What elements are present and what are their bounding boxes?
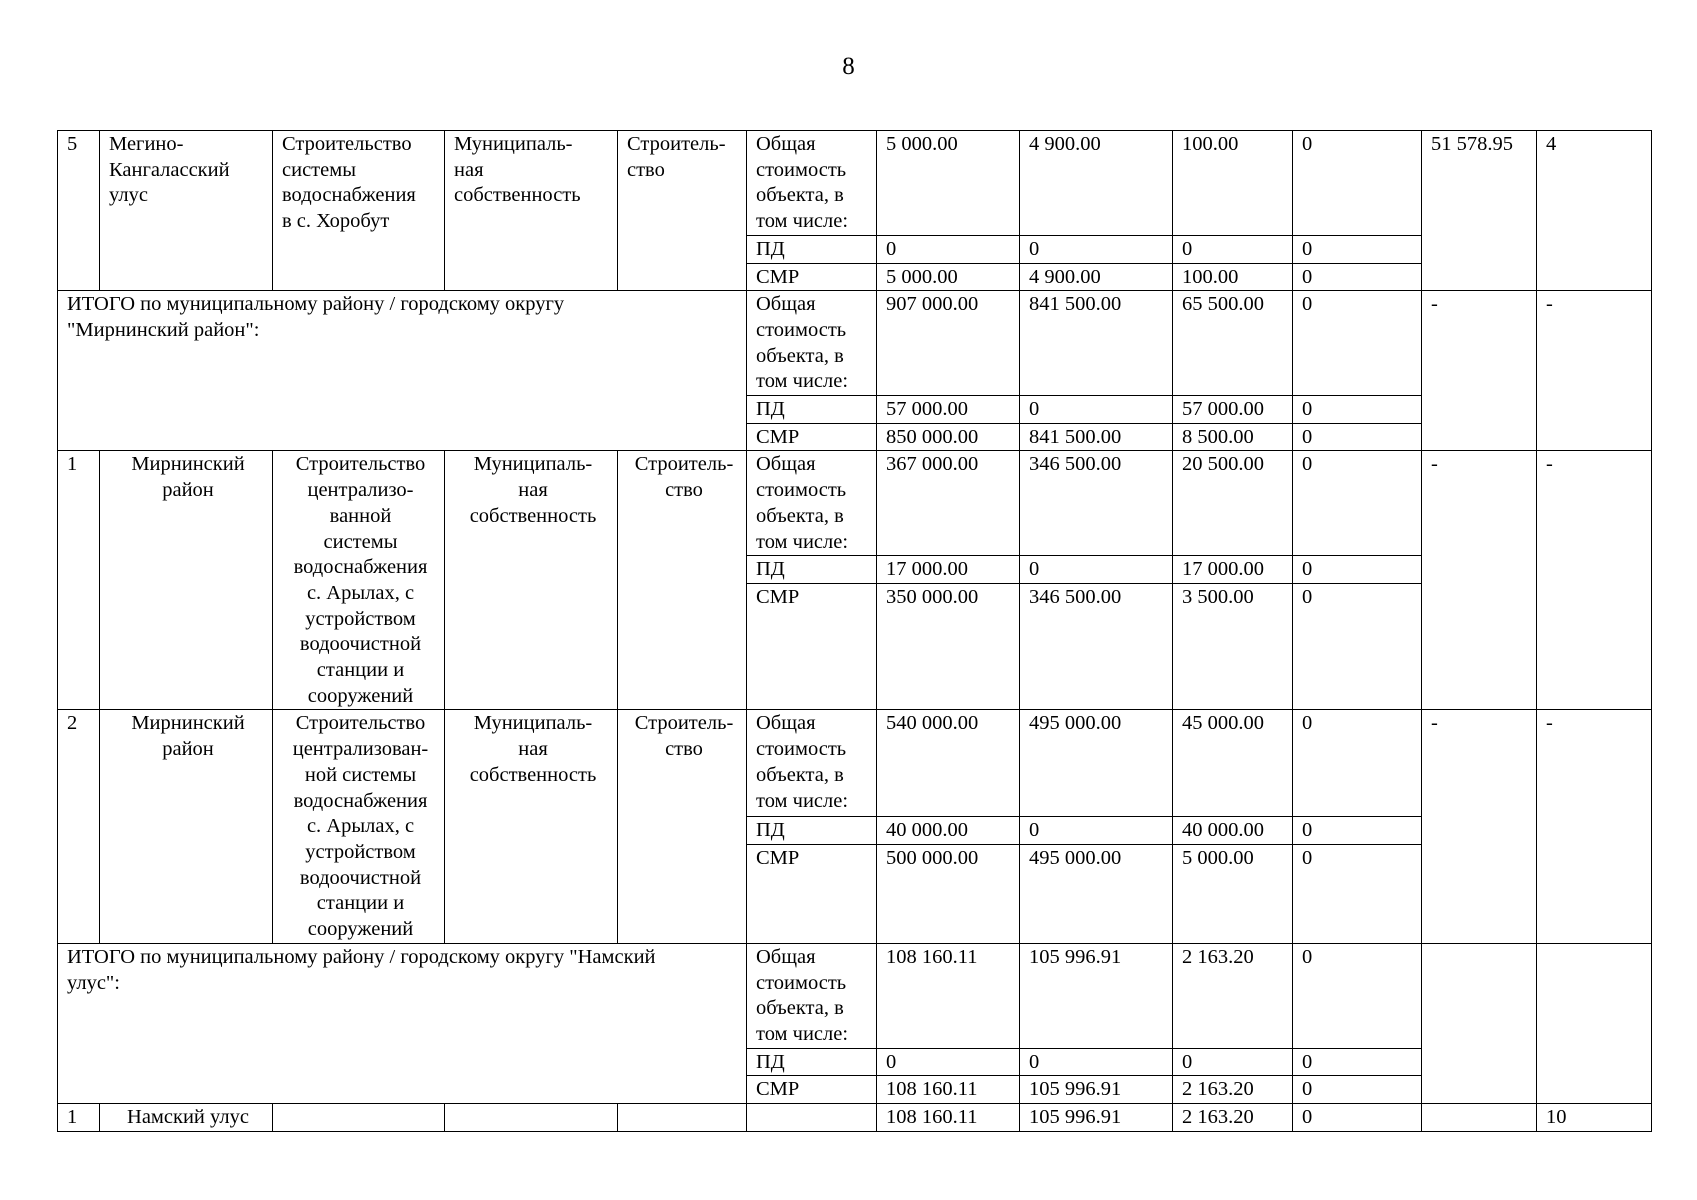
district-cell: Мегино- Кангаласский улус [100,131,273,291]
stage-label: ПД [747,816,877,844]
total-label: ИТОГО по муниципальному району / городскому округу "Намский улус": [58,943,747,1103]
work-type-cell: Строитель- ство [618,131,747,291]
col11-cell: - [1422,451,1537,710]
district-cell: Мирнинский район [100,451,273,710]
table-row [58,131,1652,236]
value-cell: 367 000.00 [877,451,1020,556]
value-cell: 105 996.91 [1020,943,1173,1048]
value-cell: 0 [1293,291,1422,396]
page-number: 8 [842,53,855,80]
value-cell: 0 [1293,816,1422,844]
object-cell: Строительство системы водоснабжения в с. Хоробут [273,131,445,291]
col11-cell [1422,943,1537,1103]
ownership-cell [445,1104,618,1132]
ownership-cell: Муниципаль- ная собственность [445,710,618,943]
value-cell: 346 500.00 [1020,451,1173,556]
stage-label: СМР [747,584,877,710]
value-cell: 40 000.00 [877,816,1020,844]
object-cell: Строительство централизо- ванной системы водоснабжения с. Арылах, с устройством водоочистной станции и сооружений [273,451,445,710]
stage-label: СМР [747,1076,877,1104]
stage-label: Общая стоимость объекта, в том числе: [747,943,877,1048]
value-cell: 5 000.00 [877,131,1020,236]
value-cell: 0 [1020,556,1173,584]
value-cell: 0 [1173,1048,1293,1076]
col11-cell: - [1422,291,1537,451]
value-cell: 2 163.20 [1173,1104,1293,1132]
value-cell: 495 000.00 [1020,844,1173,943]
col12-cell: - [1537,710,1652,943]
value-cell: 350 000.00 [877,584,1020,710]
value-cell: 0 [1293,235,1422,263]
value-cell: 0 [1293,451,1422,556]
col12-cell: - [1537,451,1652,710]
value-cell: 0 [1293,943,1422,1048]
value-cell: 0 [1293,131,1422,236]
ownership-cell: Муниципаль- ная собственность [445,131,618,291]
value-cell: 65 500.00 [1173,291,1293,396]
value-cell: 495 000.00 [1020,710,1173,816]
value-cell: 105 996.91 [1020,1104,1173,1132]
budget-table [57,130,1652,1132]
row-number: 1 [58,451,100,710]
col12-cell: 4 [1537,131,1652,291]
col11-cell [1422,1104,1537,1132]
value-cell: 841 500.00 [1020,291,1173,396]
value-cell: 4 900.00 [1020,131,1173,236]
stage-label: Общая стоимость объекта, в том числе: [747,451,877,556]
value-cell: 45 000.00 [1173,710,1293,816]
value-cell: 0 [1293,844,1422,943]
row-number: 5 [58,131,100,291]
value-cell: 4 900.00 [1020,263,1173,291]
value-cell: 0 [1020,816,1173,844]
value-cell: 100.00 [1173,263,1293,291]
table-row [58,710,1652,816]
value-cell: 0 [877,235,1020,263]
stage-label: ПД [747,556,877,584]
table-row [58,451,1652,556]
value-cell: 346 500.00 [1020,584,1173,710]
stage-label: ПД [747,396,877,424]
value-cell: 17 000.00 [1173,556,1293,584]
value-cell: 40 000.00 [1173,816,1293,844]
value-cell: 0 [1293,710,1422,816]
value-cell: 2 163.20 [1173,943,1293,1048]
total-row [58,943,1652,1048]
value-cell: 0 [1020,235,1173,263]
value-cell: 841 500.00 [1020,423,1173,451]
value-cell: 0 [1293,263,1422,291]
total-label: ИТОГО по муниципальному району / городскому округу "Мирнинский район": [58,291,747,451]
stage-label: Общая стоимость объекта, в том числе: [747,710,877,816]
value-cell: 2 163.20 [1173,1076,1293,1104]
stage-label: Общая стоимость объекта, в том числе: [747,131,877,236]
stage-label: СМР [747,263,877,291]
work-type-cell [618,1104,747,1132]
value-cell: 0 [1293,1104,1422,1132]
value-cell: 0 [1173,235,1293,263]
stage-label [747,1104,877,1132]
value-cell: 105 996.91 [1020,1076,1173,1104]
value-cell: 0 [1293,584,1422,710]
value-cell: 907 000.00 [877,291,1020,396]
value-cell: 850 000.00 [877,423,1020,451]
stage-label: СМР [747,844,877,943]
object-cell: Строительство централизован- ной системы водоснабжения с. Арылах, с устройством водоочистной станции и сооружений [273,710,445,943]
stage-label: ПД [747,235,877,263]
col11-cell: 51 578.95 [1422,131,1537,291]
value-cell: 0 [1293,423,1422,451]
value-cell: 57 000.00 [1173,396,1293,424]
col11-cell: - [1422,710,1537,943]
value-cell: 108 160.11 [877,1104,1020,1132]
value-cell: 0 [1020,1048,1173,1076]
col12-cell [1537,943,1652,1103]
value-cell: 540 000.00 [877,710,1020,816]
value-cell: 108 160.11 [877,943,1020,1048]
value-cell: 0 [1293,1048,1422,1076]
district-cell: Намский улус [100,1104,273,1132]
district-cell: Мирнинский район [100,710,273,943]
value-cell: 0 [1293,556,1422,584]
ownership-cell: Муниципаль- ная собственность [445,451,618,710]
row-number: 1 [58,1104,100,1132]
value-cell: 500 000.00 [877,844,1020,943]
value-cell: 108 160.11 [877,1076,1020,1104]
value-cell: 0 [877,1048,1020,1076]
stage-label: ПД [747,1048,877,1076]
value-cell: 20 500.00 [1173,451,1293,556]
object-cell [273,1104,445,1132]
work-type-cell: Строитель- ство [618,710,747,943]
value-cell: 100.00 [1173,131,1293,236]
table-row [58,1104,1652,1132]
value-cell: 8 500.00 [1173,423,1293,451]
work-type-cell: Строитель- ство [618,451,747,710]
total-row [58,291,1652,396]
value-cell: 0 [1020,396,1173,424]
value-cell: 3 500.00 [1173,584,1293,710]
stage-label: Общая стоимость объекта, в том числе: [747,291,877,396]
col12-cell: 10 [1537,1104,1652,1132]
value-cell: 5 000.00 [877,263,1020,291]
value-cell: 5 000.00 [1173,844,1293,943]
value-cell: 0 [1293,1076,1422,1104]
value-cell: 17 000.00 [877,556,1020,584]
stage-label: СМР [747,423,877,451]
value-cell: 57 000.00 [877,396,1020,424]
row-number: 2 [58,710,100,943]
value-cell: 0 [1293,396,1422,424]
col12-cell: - [1537,291,1652,451]
